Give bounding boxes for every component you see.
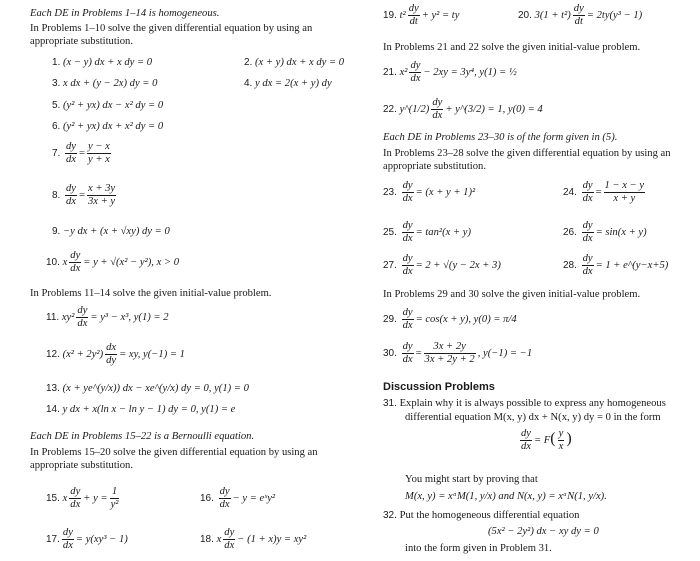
problem-25: 25. $\frac{dy}{dx}$ = tan²(x + y)	[383, 220, 471, 245]
hint-text: You might start by proving that	[405, 474, 538, 485]
problem-21: 21. x² $\frac{dy}{dx}$ − 2xy = 3y⁴, y(1) = ½	[383, 60, 517, 85]
problem-31-formula: $\frac{dy}{dx}$ = F( $\frac{y}{x}$ )	[521, 428, 572, 453]
problem-32-formula: (5x² − 2y²) dx − xy dy = 0	[488, 526, 599, 537]
problem-31: 31. Explain why it is always possible to express any homogeneous	[383, 398, 666, 409]
problem-30: 30. $\frac{dy}{dx}$ = $\frac{3x + 2y}{3x + 2y + 2}$ , y(−1) = −1	[383, 341, 533, 366]
problem-18: 18. x $\frac{dy}{dx}$ − (1 + x)y = xy²	[200, 527, 307, 552]
section-note-form5: Each DE in Problems 23–30 is of the form given in (5).	[383, 132, 618, 143]
problem-16: 16. $\frac{dy}{dx}$ − y = eˣy²	[200, 486, 276, 511]
problem-27: 27. $\frac{dy}{dx}$ = 2 + √(y − 2x + 3)	[383, 253, 501, 278]
problem-11: 11. xy² $\frac{dy}{dx}$ = y³ − x³, y(1) = 2	[46, 305, 169, 330]
instruction-line: In Problems 23–28 solve the given differential equation by using an	[383, 148, 671, 159]
problem-10: 10. x $\frac{dy}{dx}$ = y + √(x² − y²), x > 0	[46, 250, 180, 275]
problem-22: 22. y^(1/2) $\frac{dy}{dx}$ + y^(3/2) = 1, y(0) = 4	[383, 97, 543, 122]
discussion-heading: Discussion Problems	[383, 381, 495, 393]
problem-15: 15. x $\frac{dy}{dx}$ + y = $\frac{1}{\text{y²}}$	[46, 486, 119, 511]
problem-29: 29. $\frac{dy}{dx}$ = cos(x + y), y(0) = π/4	[383, 307, 517, 332]
problem-9: 9. −y dx + (x + √xy) dy = 0	[52, 226, 170, 237]
instruction-line: In Problems 15–20 solve the given differential equation by using an	[30, 447, 318, 458]
instruction-line: appropriate substitution.	[30, 460, 133, 471]
problem-5: 5. (y² + yx) dx − x² dy = 0	[52, 100, 164, 111]
section-note-bernoulli: Each DE in Problems 15–22 is a Bernoulli equation.	[30, 431, 255, 442]
problem-23: 23. $\frac{dy}{dx}$ = (x + y + 1)²	[383, 180, 476, 205]
problem-13: 13. (x + ye^(y/x)) dx − xe^(y/x) dy = 0, y(1) = 0	[46, 383, 249, 394]
hint-formula: M(x, y) = xᵅM(1, y/x) and N(x, y) = xᵅN(1, y/x).	[405, 491, 607, 502]
problem-17: 17. $\frac{dy}{dx}$ = y(xy³ − 1)	[46, 527, 128, 552]
instruction-line: In Problems 1–10 solve the given differential equation by using an	[30, 23, 313, 34]
section-note-homogeneous: Each DE in Problems 1–14 is homogeneous.	[30, 8, 220, 19]
problem-2: 2. (x + y) dx + x dy = 0	[244, 57, 345, 68]
problem-1: 1. (x − y) dx + x dy = 0	[52, 57, 153, 68]
problem-4: 4. y dx = 2(x + y) dy	[244, 78, 332, 89]
instruction-line: appropriate substitution.	[383, 161, 486, 172]
problem-20: 20. 3(1 + t²) $\frac{dy}{dt}$ = 2ty(y³ − 1)	[518, 3, 643, 28]
instruction-line: In Problems 11–14 solve the given initial-value problem.	[30, 288, 272, 299]
problem-19: 19. t² $\frac{dy}{dt}$ + y² = ty	[383, 3, 460, 28]
problem-24: 24. $\frac{dy}{dx}$ = $\frac{1 - x - y}{x + y}$	[563, 180, 645, 205]
problem-32-line2: into the form given in Problem 31.	[405, 543, 552, 554]
instruction-line: In Problems 29 and 30 solve the given initial-value problem.	[383, 289, 641, 300]
instruction-line: appropriate substitution.	[30, 36, 133, 47]
problem-26: 26. $\frac{dy}{dx}$ = sin(x + y)	[563, 220, 647, 245]
problem-28: 28. $\frac{dy}{dx}$ = 1 + e^(y−x+5)	[563, 253, 669, 278]
problem-7: 7. $\frac{dy}{dx}$ = $\frac{y - x}{y + x}$	[52, 141, 110, 166]
problem-3: 3. x dx + (y − 2x) dy = 0	[52, 78, 158, 89]
problem-6: 6. (y² + yx) dx + x² dy = 0	[52, 121, 164, 132]
problem-32: 32. Put the homogeneous differential equation	[383, 510, 580, 521]
problem-8: 8. $\frac{dy}{dx}$ = $\frac{x + 3y}{3x + y}$	[52, 183, 116, 208]
problem-12: 12. (x² + 2y²) $\frac{dx}{dy}$ = xy, y(−1) = 1	[46, 342, 185, 367]
problem-14: 14. y dx + x(ln x − ln y − 1) dy = 0, y(1) = e	[46, 404, 236, 415]
instruction-line: In Problems 21 and 22 solve the given initial-value problem.	[383, 42, 641, 53]
problem-31-line2: differential equation M(x, y) dx + N(x, y) dy = 0 in the form	[405, 412, 661, 423]
